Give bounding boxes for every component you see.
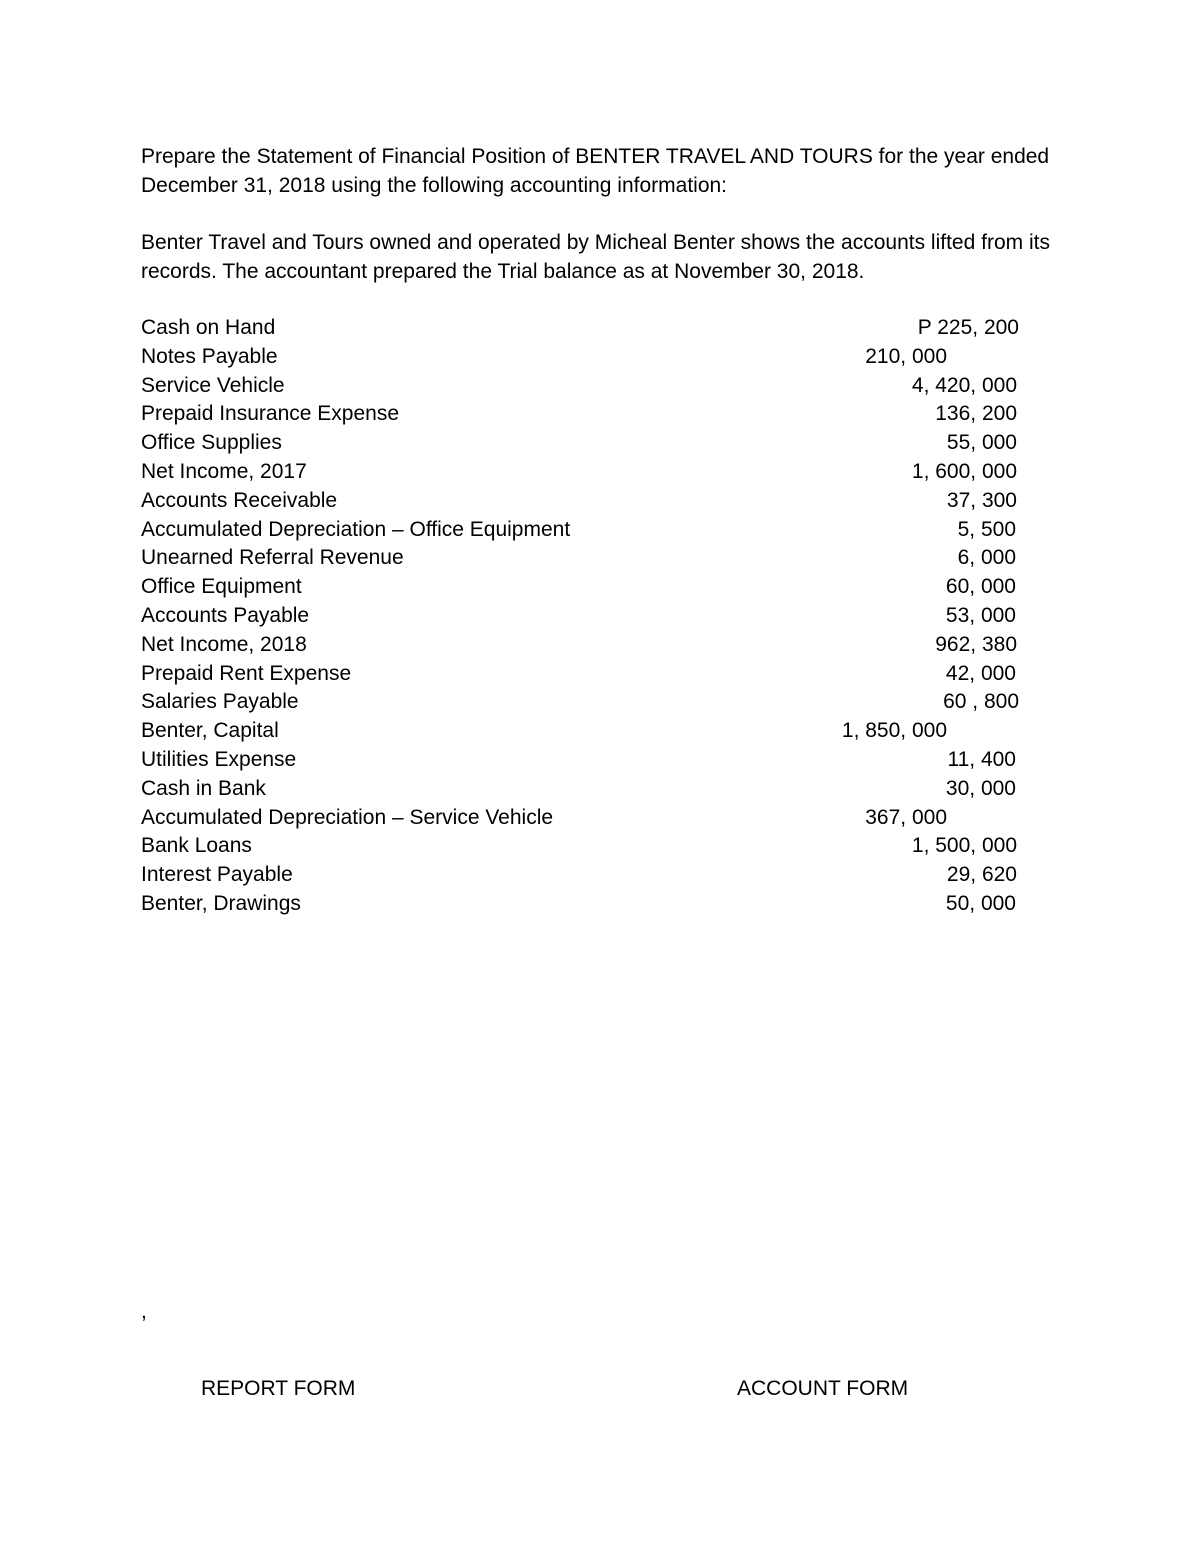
account-row <box>141 861 1041 890</box>
account-amount: 29, 620 <box>946 863 1017 887</box>
account-name: Net Income, 2018 <box>141 632 307 656</box>
account-name: Prepaid Insurance Expense <box>141 402 399 426</box>
account-row <box>141 631 1041 660</box>
account-row <box>141 343 1041 372</box>
account-name: Cash in Bank <box>141 776 266 800</box>
account-name: Bank Loans <box>141 834 252 858</box>
account-amount: 962, 380 <box>935 632 1017 656</box>
account-row <box>141 688 1041 717</box>
account-amount: 5, 500 <box>957 517 1016 541</box>
account-name: Unearned Referral Revenue <box>141 546 404 570</box>
account-row <box>141 804 1041 833</box>
account-name: Accumulated Depreciation – Service Vehicle <box>141 805 554 829</box>
account-row <box>141 429 1041 458</box>
account-form-label: ACCOUNT FORM <box>737 1377 909 1400</box>
account-row <box>141 717 1041 746</box>
account-amount: 1, 600, 000 <box>911 459 1017 483</box>
account-amount: 6, 000 <box>957 546 1016 570</box>
context-paragraph: Benter Travel and Tours owned and operated by Micheal Benter shows the accounts lifted from its records. The accountant prepared the Trial balance as at November 30, 2018. <box>141 231 1050 283</box>
account-amount: 55, 000 <box>946 431 1017 455</box>
instruction-paragraph: Prepare the Statement of Financial Position of BENTER TRAVEL AND TOURS for the year ended December 31, 2018 using the following accounting information: <box>141 145 1050 197</box>
account-name: Utilities Expense <box>141 747 297 771</box>
account-row <box>141 660 1041 689</box>
account-name: Benter, Capital <box>141 719 279 743</box>
account-amount: 367, 000 <box>865 805 947 829</box>
account-row <box>141 544 1041 573</box>
account-row <box>141 890 1041 919</box>
account-name: Salaries Payable <box>141 690 299 714</box>
account-amount: 42, 000 <box>945 661 1016 685</box>
account-name: Notes Payable <box>141 344 278 368</box>
account-amount: 37, 300 <box>946 488 1017 512</box>
account-amount: 1, 850, 000 <box>841 719 947 743</box>
account-amount: 4, 420, 000 <box>911 373 1017 397</box>
account-amount: 1, 500, 000 <box>911 834 1017 858</box>
account-name: Benter, Drawings <box>141 891 301 915</box>
account-row <box>141 458 1041 487</box>
account-amount: 53, 000 <box>945 603 1016 627</box>
account-name: Office Supplies <box>141 431 282 455</box>
account-name: Net Income, 2017 <box>141 459 307 483</box>
account-row <box>141 516 1041 545</box>
stray-comma: , <box>141 1300 147 1323</box>
account-amount: 60, 000 <box>945 575 1016 599</box>
account-amount: P 225, 200 <box>917 316 1019 339</box>
account-row <box>141 775 1041 804</box>
account-amount: 50, 000 <box>945 891 1016 915</box>
account-row <box>141 832 1041 861</box>
account-row <box>141 400 1041 429</box>
account-amount: 136, 200 <box>935 402 1017 426</box>
account-name: Interest Payable <box>141 863 293 887</box>
trial-balance-list <box>141 314 1041 919</box>
account-name: Accumulated Depreciation – Office Equipment <box>141 517 571 541</box>
account-name: Service Vehicle <box>141 373 285 397</box>
account-amount: 11, 400 <box>947 747 1016 771</box>
account-row <box>141 602 1041 631</box>
account-amount: 210, 000 <box>865 344 947 368</box>
account-amount: 30, 000 <box>945 776 1016 800</box>
account-row <box>141 487 1041 516</box>
account-name: Cash on Hand <box>141 316 276 339</box>
account-row <box>141 746 1041 775</box>
account-row <box>141 314 1041 343</box>
account-row <box>141 573 1041 602</box>
report-form-label: REPORT FORM <box>201 1377 356 1400</box>
account-row <box>141 372 1041 401</box>
account-name: Prepaid Rent Expense <box>141 661 352 685</box>
account-name: Office Equipment <box>141 575 302 599</box>
account-name: Accounts Receivable <box>141 488 338 512</box>
account-amount: 60 , 800 <box>943 690 1019 714</box>
account-name: Accounts Payable <box>141 603 310 627</box>
